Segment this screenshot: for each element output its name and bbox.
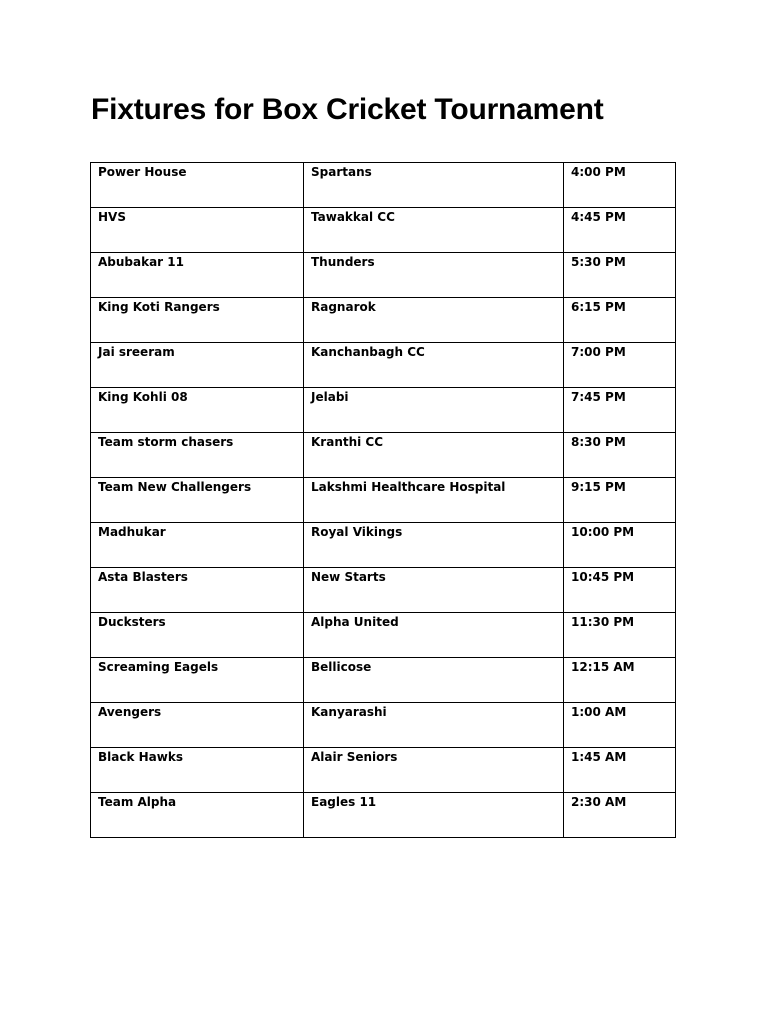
table-row [91,613,676,658]
table-row [91,343,676,388]
match-time-cell: 4:45 PM [564,208,676,253]
match-time-cell: 5:30 PM [564,253,676,298]
away-team-cell: Ragnarok [304,298,564,343]
match-time-cell: 4:00 PM [564,163,676,208]
home-team-cell: Screaming Eagels [91,658,304,703]
table-row [91,163,676,208]
home-team-cell: Team Alpha [91,793,304,838]
away-team-cell: Spartans [304,163,564,208]
table-row [91,208,676,253]
away-team-cell: Kanyarashi [304,703,564,748]
away-team-cell: Royal Vikings [304,523,564,568]
home-team-cell: Power House [91,163,304,208]
home-team-cell: King Kohli 08 [91,388,304,433]
match-time-cell: 10:45 PM [564,568,676,613]
fixtures-table [90,162,676,838]
page-title: Fixtures for Box Cricket Tournament [91,93,604,126]
match-time-cell: 12:15 AM [564,658,676,703]
table-row [91,478,676,523]
away-team-cell: Alpha United [304,613,564,658]
table-row [91,298,676,343]
home-team-cell: Team New Challengers [91,478,304,523]
match-time-cell: 1:00 AM [564,703,676,748]
away-team-cell: Tawakkal CC [304,208,564,253]
away-team-cell: Jelabi [304,388,564,433]
home-team-cell: Avengers [91,703,304,748]
match-time-cell: 10:00 PM [564,523,676,568]
home-team-cell: Black Hawks [91,748,304,793]
match-time-cell: 1:45 AM [564,748,676,793]
match-time-cell: 9:15 PM [564,478,676,523]
home-team-cell: Jai sreeram [91,343,304,388]
home-team-cell: HVS [91,208,304,253]
home-team-cell: Abubakar 11 [91,253,304,298]
table-row [91,658,676,703]
table-row [91,703,676,748]
home-team-cell: King Koti Rangers [91,298,304,343]
table-row [91,388,676,433]
table-row [91,253,676,298]
table-row [91,433,676,478]
table-row [91,793,676,838]
home-team-cell: Ducksters [91,613,304,658]
match-time-cell: 7:45 PM [564,388,676,433]
away-team-cell: Alair Seniors [304,748,564,793]
table-row [91,568,676,613]
away-team-cell: Kranthi CC [304,433,564,478]
match-time-cell: 8:30 PM [564,433,676,478]
table-row [91,748,676,793]
match-time-cell: 7:00 PM [564,343,676,388]
away-team-cell: Bellicose [304,658,564,703]
away-team-cell: New Starts [304,568,564,613]
match-time-cell: 2:30 AM [564,793,676,838]
match-time-cell: 11:30 PM [564,613,676,658]
home-team-cell: Asta Blasters [91,568,304,613]
table-row [91,523,676,568]
away-team-cell: Eagles 11 [304,793,564,838]
away-team-cell: Lakshmi Healthcare Hospital [304,478,564,523]
away-team-cell: Kanchanbagh CC [304,343,564,388]
away-team-cell: Thunders [304,253,564,298]
match-time-cell: 6:15 PM [564,298,676,343]
home-team-cell: Team storm chasers [91,433,304,478]
home-team-cell: Madhukar [91,523,304,568]
